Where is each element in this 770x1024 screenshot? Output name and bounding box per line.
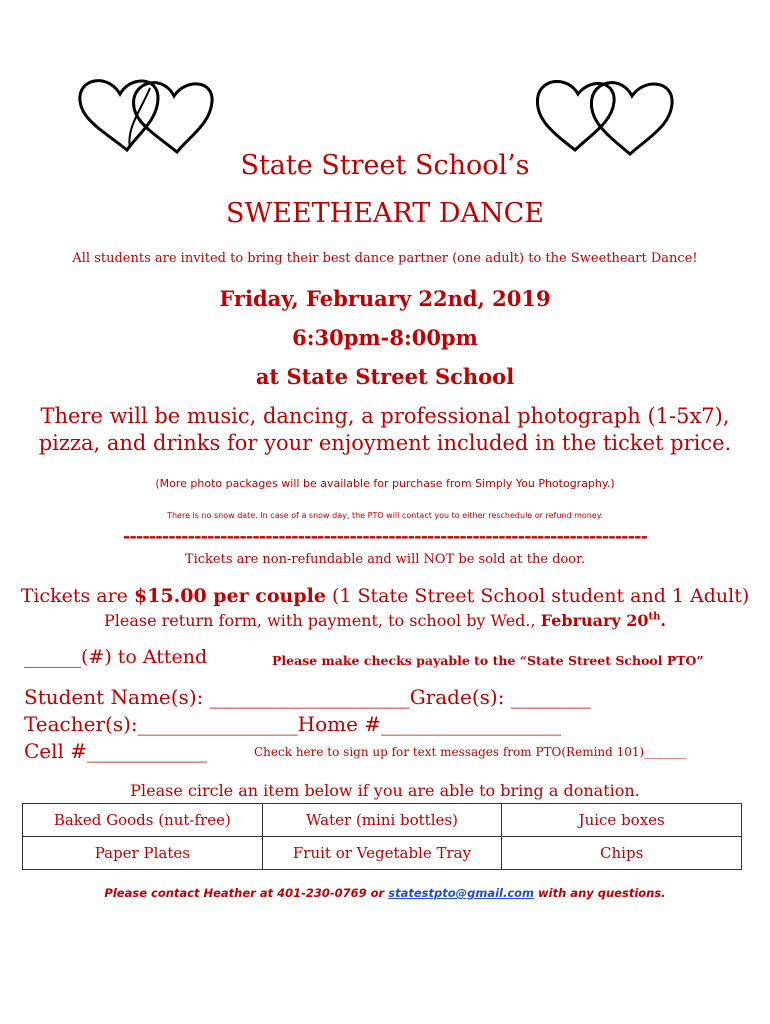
contact-suffix: with any questions. — [534, 886, 666, 900]
donation-instruction: Please circle an item below if you are able to bring a donation. — [130, 781, 640, 800]
cut-line-divider: --------------------------------------------------------------------------------- — [122, 526, 648, 547]
price-prefix: Tickets are — [20, 585, 134, 607]
return-deadline — [541, 611, 666, 630]
return-deadline-suffix: th — [648, 611, 661, 623]
donation-item[interactable]: Chips — [502, 837, 742, 870]
return-deadline-line — [0, 611, 770, 630]
snow-date-note: There is no snow date. In case of a snow day, the PTO will contact you to either reschedule or refund money. — [167, 511, 603, 520]
cell-phone-field[interactable]: Cell #____________ — [24, 739, 208, 763]
table-row — [23, 837, 742, 870]
donation-item[interactable]: Juice boxes — [502, 804, 742, 837]
event-time: 6:30pm-8:00pm — [292, 325, 478, 350]
teacher-home-phone-field[interactable]: Teacher(s):________________Home #__________________ — [24, 712, 562, 736]
event-description-line1: There will be music, dancing, a professional photograph (1-5x7), — [40, 404, 730, 428]
donation-item[interactable]: Fruit or Vegetable Tray — [262, 837, 502, 870]
donation-item[interactable]: Baked Goods (nut-free) — [23, 804, 263, 837]
title-event-name: SWEETHEART DANCE — [225, 198, 544, 229]
table-row — [23, 804, 742, 837]
donation-item[interactable]: Water (mini bottles) — [262, 804, 502, 837]
remind-signup-checkbox[interactable]: Check here to sign up for text messages from PTO(Remind 101)_______ — [254, 745, 687, 759]
return-prefix: Please return form, with payment, to school by Wed., — [104, 611, 541, 630]
invitation-text: All students are invited to bring their best dance partner (one adult) to the Sweetheart Dance! — [72, 251, 698, 266]
double-heart-icon — [530, 70, 690, 160]
student-name-grade-field[interactable]: Student Name(s): ____________________Grade(s): ________ — [24, 685, 591, 709]
return-deadline-date: February 20 — [540, 611, 649, 630]
donation-item[interactable]: Paper Plates — [23, 837, 263, 870]
event-location: at State Street School — [255, 364, 515, 389]
ticket-price-line — [0, 585, 770, 607]
attendee-count-field[interactable]: ______(#) to Attend — [24, 646, 208, 668]
price-amount: $15.00 per couple — [133, 585, 326, 607]
event-description-line2: pizza, and drinks for your enjoyment included in the ticket price. — [38, 431, 732, 455]
contact-line — [0, 886, 770, 900]
event-date: Friday, February 22nd, 2019 — [219, 286, 551, 311]
checks-payable-note: Please make checks payable to the “State Street School PTO” — [272, 653, 704, 668]
double-heart-icon — [72, 68, 232, 158]
donation-table — [22, 803, 742, 870]
title-school-name: State Street School’s — [240, 150, 530, 181]
nonrefundable-note: Tickets are non-refundable and will NOT be sold at the door. — [184, 552, 586, 567]
contact-email-link[interactable]: statestpto@gmail.com — [388, 886, 535, 900]
contact-prefix: Please contact Heather at 401-230-0769 or — [104, 886, 389, 900]
return-deadline-period: . — [660, 611, 666, 630]
photo-note: (More photo packages will be available for purchase from Simply You Photography.) — [155, 477, 615, 490]
price-suffix: (1 State Street School student and 1 Adult) — [325, 585, 750, 607]
